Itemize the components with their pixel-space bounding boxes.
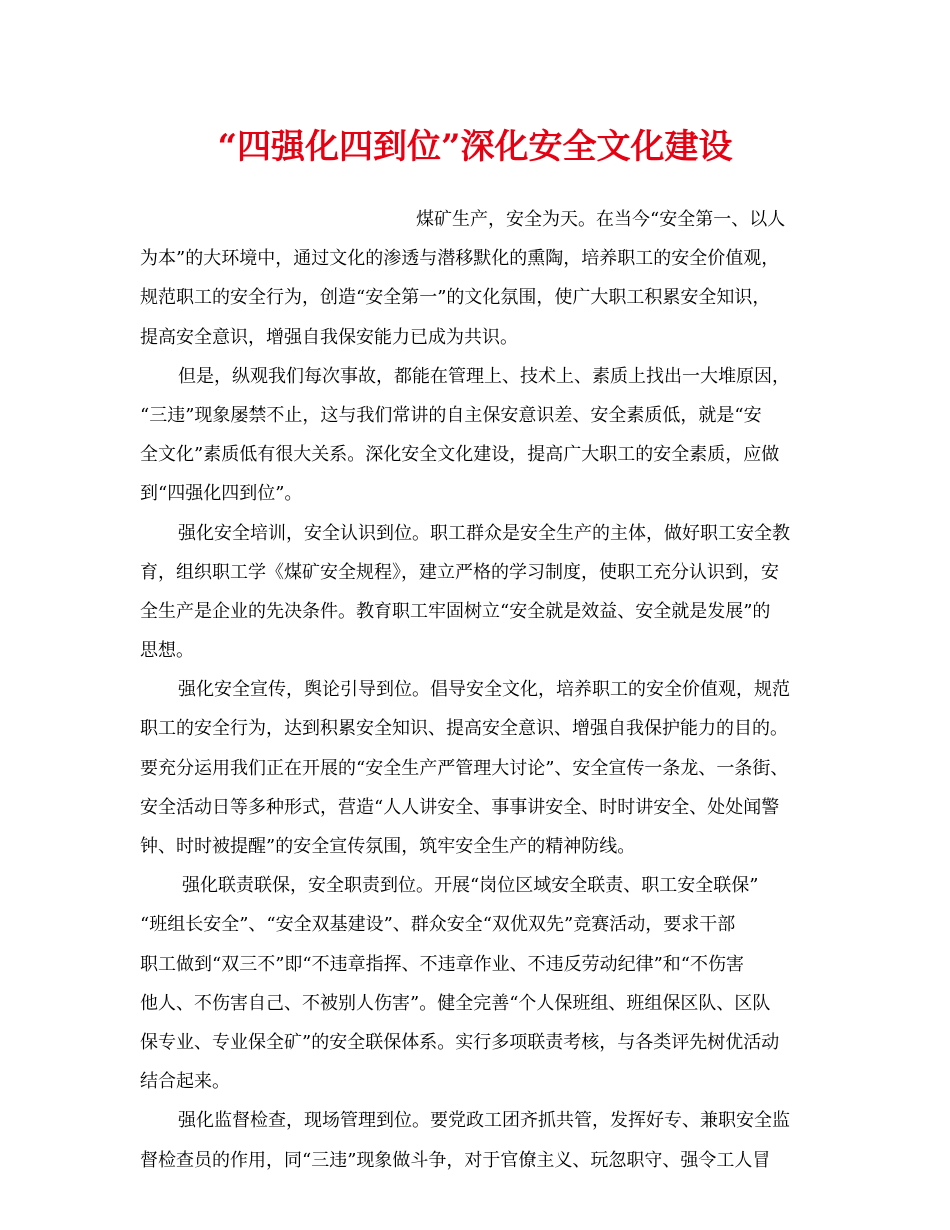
text-line: 结合起来。	[140, 1071, 230, 1093]
text-line: 督检查员的作用，同“三违”现象做斗争，对于官僚主义、玩忽职守、强令工人冒	[140, 1149, 771, 1171]
text-line: 钟、时时被提醒”的安全宣传氛围，筑牢安全生产的精神防线。	[140, 836, 636, 857]
document-title: “四强化四到位”深化安全文化建设	[217, 127, 733, 167]
text-line: 安全活动日等多种形式，营造“人人讲安全、事事讲安全、时时讲安全、处处闻警	[140, 796, 780, 818]
text-line: “三违”现象屡禁不止，这与我们常讲的自主保安意识差、安全素质低，就是“安	[140, 404, 762, 426]
text-line: 强化安全宣传，舆论引导到位。倡导安全文化，培养职工的安全价值观，规范	[178, 679, 790, 701]
text-line: 全文化”素质低有很大关系。深化安全文化建设，提高广大职工的安全素质，应做	[140, 444, 780, 466]
text-line: 强化监督检查，现场管理到位。要党政工团齐抓共管，发挥好专、兼职安全监	[178, 1110, 790, 1132]
text-line: 为本”的大环境中，通过文化的渗透与潜移默化的熏陶，培养职工的安全价值观，	[140, 248, 780, 270]
text-line: 但是，纵观我们每次事故，都能在管理上、技术上、素质上找出一大堆原因，	[178, 365, 790, 387]
text-line: 他人、不伤害自己、不被别人伤害”。健全完善“个人保班组、班组保区队、区队	[140, 992, 771, 1014]
document-body	[140, 200, 820, 1180]
text-line: 职工的安全行为，达到积累安全知识、提高安全意识、增强自我保护能力的目的。	[140, 718, 788, 740]
text-line: 强化联责联保，安全职责到位。开展“岗位区域安全联责、职工安全联保”	[182, 875, 759, 897]
text-line: 规范职工的安全行为，创造“安全第一”的文化氛围，使广大职工积累安全知识，	[140, 287, 771, 309]
text-line: 煤矿生产，安全为天。在当今“安全第一、以人	[416, 209, 786, 230]
text-line: “班组长安全”、“安全双基建设”、群众安全“双优双先”竞赛活动，要求干部	[140, 914, 736, 936]
text-line: 强化安全培训，安全认识到位。职工群众是安全生产的主体，做好职工安全教	[178, 522, 790, 544]
text-line: 思想。	[140, 640, 194, 662]
text-line: 保专业、专业保全矿”的安全联保体系。实行多项联责考核，与各类评先树优活动	[140, 1031, 780, 1053]
text-line: 到“四强化四到位”。	[140, 483, 303, 505]
text-line: 全生产是企业的先决条件。教育职工牢固树立“安全就是效益、安全就是发展”的	[140, 600, 771, 622]
text-line: 育，组织职工学《煤矿安全规程》，建立严格的学习制度，使职工充分认识到，安	[140, 561, 779, 583]
text-line: 职工做到“双三不”即“不违章指挥、不违章作业、不违反劳动纪律”和“不伤害	[140, 953, 745, 975]
text-line: 提高安全意识，增强自我保安能力已成为共识。	[140, 326, 518, 348]
text-line: 要充分运用我们正在开展的“安全生产严管理大讨论”、安全宣传一条龙、一条街、	[140, 757, 789, 779]
